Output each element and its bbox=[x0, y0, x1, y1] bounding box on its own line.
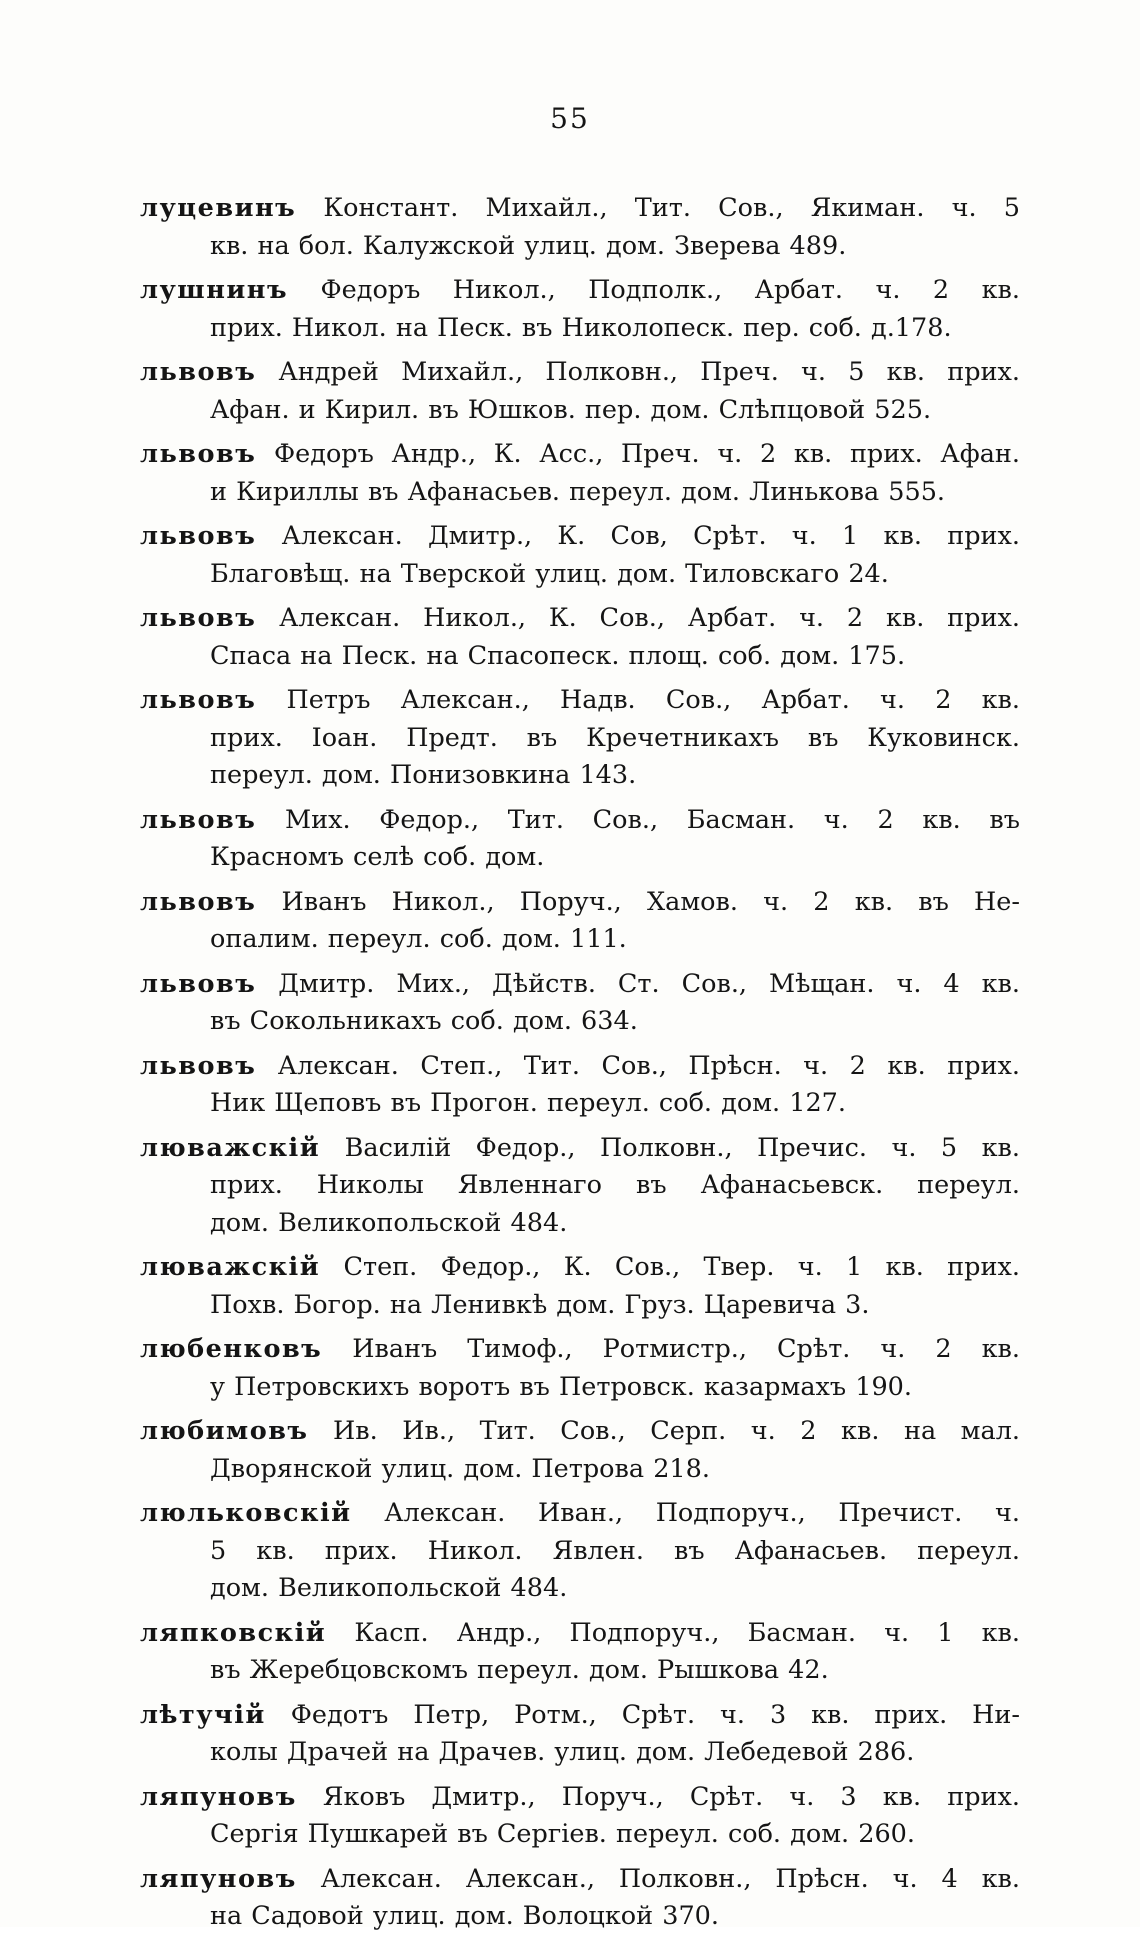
entry-text: Констант. Михайл., Тит. Сов., Якиман. ч. 5 bbox=[323, 193, 1020, 223]
entry-continuation-line bbox=[140, 392, 1020, 430]
entry-continuation-line bbox=[140, 474, 1020, 512]
entry-text: Ник Щеповъ въ Прогон. переул. соб. дом. 127. bbox=[210, 1088, 847, 1118]
entry-continuation-line bbox=[140, 1287, 1020, 1325]
entry-text: дом. Великопольской 484. bbox=[210, 1573, 568, 1603]
entry-first-line bbox=[140, 1615, 1020, 1653]
entry-text: Иванъ Никол., Поруч., Хамов. ч. 2 кв. въ Не- bbox=[281, 886, 1020, 917]
directory-entry bbox=[140, 436, 1020, 511]
entry-text: Федоръ Андр., К. Асс., Преч. ч. 2 кв. прих. Афан. bbox=[273, 439, 1020, 469]
directory-entry bbox=[140, 1697, 1020, 1772]
entry-text: и Кириллы въ Афанасьев. переул. дом. Линькова 555. bbox=[210, 476, 946, 507]
entry-text: Касп. Андр., Подпоруч., Басман. ч. 1 кв. bbox=[354, 1617, 1020, 1648]
directory-entry bbox=[140, 600, 1020, 675]
entry-continuation-line bbox=[140, 757, 1020, 795]
entry-text: Алексан. Дмитр., К. Сов, Срѣт. ч. 1 кв. прих. bbox=[281, 521, 1020, 551]
entry-first-line bbox=[140, 1861, 1020, 1899]
entry-text: Федотъ Петр, Ротм., Срѣт. ч. 3 кв. прих. Ни- bbox=[290, 1699, 1020, 1730]
entry-text: прих. Николы Явленнаго въ Афанасьевск. переул. bbox=[210, 1170, 1020, 1200]
entry-surname: ляпуновъ bbox=[140, 1863, 297, 1894]
entry-surname: ляпковскій bbox=[140, 1617, 327, 1648]
entry-continuation-line bbox=[140, 921, 1020, 959]
directory-entry bbox=[140, 1413, 1020, 1488]
entry-continuation-line bbox=[140, 1570, 1020, 1608]
entry-text: Алексан. Алексан., Полковн., Прѣсн. ч. 4 кв. bbox=[320, 1863, 1020, 1894]
entry-text: Степ. Федор., К. Сов., Твер. ч. 1 кв. прих. bbox=[343, 1252, 1020, 1282]
entry-first-line bbox=[140, 190, 1020, 228]
entry-text: Сергія Пушкарей въ Сергіев. переул. соб. дом. 260. bbox=[210, 1819, 916, 1849]
directory-entry bbox=[140, 802, 1020, 877]
entry-continuation-line bbox=[140, 1898, 1020, 1936]
entry-surname: львовъ bbox=[140, 886, 257, 917]
entry-continuation-line bbox=[140, 228, 1020, 266]
entry-text: въ Жеребцовскомъ переул. дом. Рышкова 42. bbox=[210, 1655, 829, 1685]
entry-surname: львовъ bbox=[140, 968, 257, 999]
entry-text: Мих. Федор., Тит. Сов., Басман. ч. 2 кв. въ bbox=[284, 804, 1020, 835]
entry-surname: ляпуновъ bbox=[140, 1781, 297, 1812]
entry-first-line bbox=[140, 1495, 1020, 1533]
entry-text: Иванъ Тимоф., Ротмистр., Срѣт. ч. 2 кв. bbox=[352, 1334, 1020, 1364]
entry-text: Андрей Михайл., Полковн., Преч. ч. 5 кв. прих. bbox=[278, 357, 1020, 387]
directory-entry bbox=[140, 884, 1020, 959]
entry-continuation-line bbox=[140, 1734, 1020, 1772]
entry-surname: люважскій bbox=[140, 1132, 321, 1163]
entry-text: Дмитр. Мих., Дѣйств. Ст. Сов., Мѣщан. ч. 4 кв. bbox=[278, 968, 1020, 999]
directory-entry bbox=[140, 190, 1020, 265]
entry-continuation-line bbox=[140, 1167, 1020, 1205]
entry-continuation-line bbox=[140, 720, 1020, 758]
entry-text: Спаса на Песк. на Спасопеск. площ. соб. дом. 175. bbox=[210, 640, 906, 671]
entry-text: у Петровскихъ воротъ въ Петровск. казармахъ 190. bbox=[210, 1371, 913, 1402]
entry-text: Ив. Ив., Тит. Сов., Серп. ч. 2 кв. на мал. bbox=[333, 1416, 1020, 1446]
directory-entry bbox=[140, 1495, 1020, 1608]
entry-text: прих. Никол. на Песк. въ Николопеск. пер. соб. д.178. bbox=[210, 312, 952, 343]
directory-entry bbox=[140, 354, 1020, 429]
entry-text: въ Сокольникахъ соб. дом. 634. bbox=[210, 1006, 638, 1036]
entry-first-line bbox=[140, 1249, 1020, 1287]
entry-continuation-line bbox=[140, 310, 1020, 348]
entry-text: Афан. и Кирил. въ Юшков. пер. дом. Слѣпцовой 525. bbox=[210, 394, 932, 425]
entry-text: Петръ Алексан., Надв. Сов., Арбат. ч. 2 кв. bbox=[286, 685, 1020, 715]
entry-surname: львовъ bbox=[140, 357, 257, 387]
entry-text: Алексан. Никол., К. Сов., Арбат. ч. 2 кв. прих. bbox=[279, 603, 1020, 633]
page-number: 55 bbox=[550, 102, 590, 135]
entry-continuation-line bbox=[140, 638, 1020, 676]
entry-continuation-line bbox=[140, 1003, 1020, 1041]
directory-entry bbox=[140, 1861, 1020, 1936]
entry-text: опалим. переул. соб. дом. 111. bbox=[210, 924, 627, 954]
directory-entry bbox=[140, 272, 1020, 347]
entry-text: прих. Іоан. Предт. въ Кречетникахъ въ Куковинск. bbox=[210, 722, 1020, 753]
entry-surname: луцевинъ bbox=[140, 193, 297, 223]
entry-surname: лѣтучій bbox=[140, 1699, 266, 1730]
entry-surname: львовъ bbox=[140, 685, 257, 715]
directory-entries bbox=[140, 190, 1020, 1943]
directory-entry bbox=[140, 1615, 1020, 1690]
directory-entry bbox=[140, 1779, 1020, 1854]
entry-first-line bbox=[140, 884, 1020, 922]
directory-entry bbox=[140, 1331, 1020, 1406]
entry-first-line bbox=[140, 436, 1020, 474]
entry-text: Благовѣщ. на Тверской улиц. дом. Тиловскаго 24. bbox=[210, 558, 889, 589]
entry-first-line bbox=[140, 1048, 1020, 1086]
entry-first-line bbox=[140, 802, 1020, 840]
entry-continuation-line bbox=[140, 1451, 1020, 1489]
entry-surname: львовъ bbox=[140, 439, 257, 469]
entry-surname: люльковскій bbox=[140, 1498, 352, 1528]
entry-surname: любимовъ bbox=[140, 1416, 309, 1446]
entry-text: Яковъ Дмитр., Поруч., Срѣт. ч. 3 кв. прих. bbox=[322, 1781, 1020, 1812]
entry-first-line bbox=[140, 1413, 1020, 1451]
entry-text: Красномъ селѣ соб. дом. bbox=[210, 842, 545, 872]
entry-surname: львовъ bbox=[140, 603, 257, 633]
entry-first-line bbox=[140, 1697, 1020, 1735]
directory-entry bbox=[140, 1048, 1020, 1123]
entry-first-line bbox=[140, 272, 1020, 310]
directory-entry bbox=[140, 1130, 1020, 1243]
entry-text: 5 кв. прих. Никол. Явлен. въ Афанасьев. переул. bbox=[210, 1535, 1020, 1566]
entry-text: дом. Великопольской 484. bbox=[210, 1207, 568, 1238]
entry-continuation-line bbox=[140, 556, 1020, 594]
entry-surname: львовъ bbox=[140, 1050, 257, 1081]
entry-continuation-line bbox=[140, 1205, 1020, 1243]
entry-continuation-line bbox=[140, 1369, 1020, 1407]
entry-text: Василій Федор., Полковн., Пречис. ч. 5 кв. bbox=[344, 1132, 1020, 1163]
entry-surname: люважскій bbox=[140, 1252, 321, 1282]
entry-text: Дворянской улиц. дом. Петрова 218. bbox=[210, 1453, 710, 1484]
entry-surname: любенковъ bbox=[140, 1334, 323, 1364]
entry-text: Алексан. Иван., Подпоруч., Пречист. ч. bbox=[384, 1498, 1020, 1528]
entry-first-line bbox=[140, 966, 1020, 1004]
entry-continuation-line bbox=[140, 1085, 1020, 1123]
entry-surname: лушнинъ bbox=[140, 275, 289, 305]
entry-first-line bbox=[140, 1130, 1020, 1168]
entry-first-line bbox=[140, 600, 1020, 638]
entry-surname: львовъ bbox=[140, 804, 257, 835]
entry-first-line bbox=[140, 682, 1020, 720]
entry-first-line bbox=[140, 1331, 1020, 1369]
entry-continuation-line bbox=[140, 1652, 1020, 1690]
directory-entry bbox=[140, 682, 1020, 795]
entry-first-line bbox=[140, 1779, 1020, 1817]
entry-continuation-line bbox=[140, 1533, 1020, 1571]
entry-text: на Садовой улиц. дом. Волоцкой 370. bbox=[210, 1901, 719, 1931]
entry-continuation-line bbox=[140, 1816, 1020, 1854]
directory-entry bbox=[140, 1249, 1020, 1324]
entry-text: Алексан. Степ., Тит. Сов., Прѣсн. ч. 2 кв. прих. bbox=[277, 1050, 1020, 1081]
directory-entry bbox=[140, 518, 1020, 593]
entry-first-line bbox=[140, 354, 1020, 392]
entry-text: переул. дом. Понизовкина 143. bbox=[210, 760, 637, 790]
entry-text: кв. на бол. Калужской улиц. дом. Зверева 489. bbox=[210, 230, 847, 261]
entry-text: Похв. Богор. на Ленивкѣ дом. Груз. Царевича 3. bbox=[210, 1289, 870, 1320]
entry-continuation-line bbox=[140, 839, 1020, 877]
entry-first-line bbox=[140, 518, 1020, 556]
directory-entry bbox=[140, 966, 1020, 1041]
entry-text: колы Драчей на Драчев. улиц. дом. Лебедевой 286. bbox=[210, 1737, 915, 1767]
entry-text: Федоръ Никол., Подполк., Арбат. ч. 2 кв. bbox=[320, 275, 1020, 305]
entry-surname: львовъ bbox=[140, 521, 257, 551]
